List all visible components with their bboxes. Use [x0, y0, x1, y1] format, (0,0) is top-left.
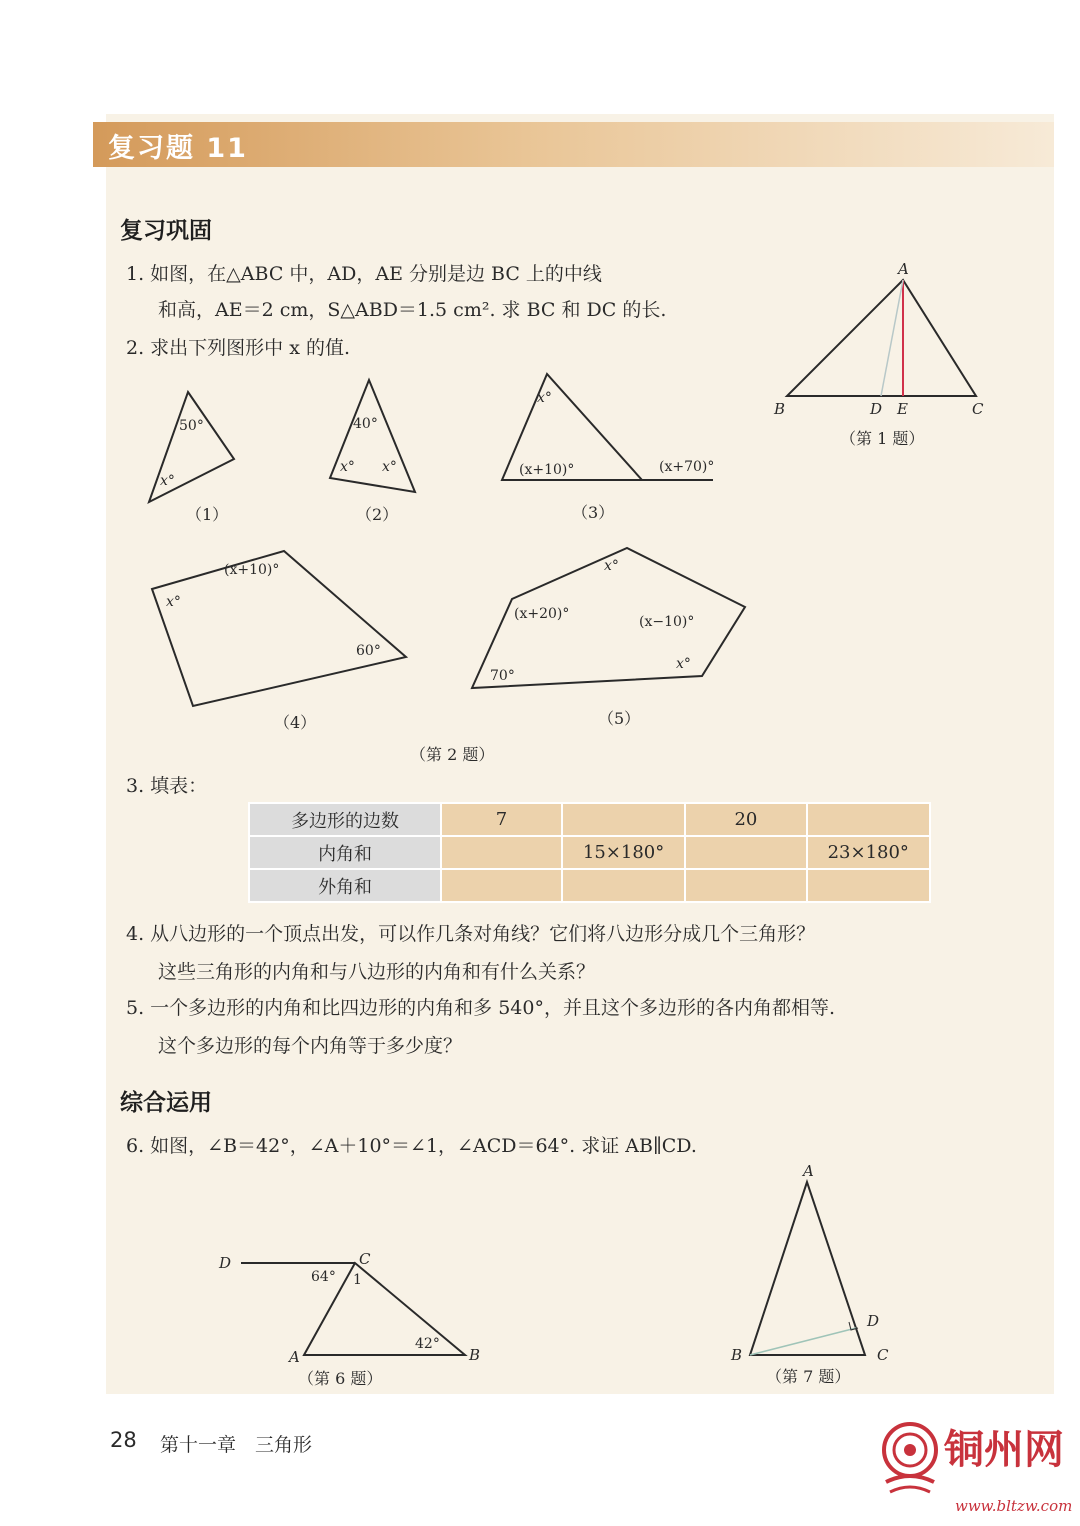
label-q6-1: 1 [353, 1272, 362, 1288]
label-q2-1: （1） [186, 505, 229, 524]
table-row-header: 外角和 [249, 869, 441, 902]
angle-q2-3-b: (x+10)° [519, 462, 575, 478]
angle-q2-3-c: (x+70)° [659, 459, 715, 475]
table-row-header: 多边形的边数 [249, 803, 441, 836]
section-heading-review: 复习巩固 [120, 218, 212, 244]
chapter-title: 第十一章 三角形 [160, 1434, 313, 1456]
question-4-line1: 4. 从八边形的一个顶点出发，可以作几条对角线？它们将八边形分成几个三角形？ [126, 923, 816, 945]
angle-q2-1-b: x° [160, 473, 175, 489]
table-cell[interactable] [441, 869, 562, 902]
table-row [249, 869, 930, 902]
page-title: 复习题 11 [108, 133, 248, 164]
table-cell[interactable]: 15×180° [562, 836, 685, 869]
angle-q2-5-c: (x−10)° [639, 614, 695, 630]
question-5-line2: 这个多边形的每个内角等于多少度？ [158, 1035, 463, 1057]
watermark-logo-icon [880, 1416, 940, 1496]
table-cell[interactable]: 20 [685, 803, 806, 836]
label-q6-42: 42° [415, 1336, 440, 1352]
caption-q6: （第 6 题） [298, 1369, 383, 1388]
caption-q7: （第 7 题） [766, 1367, 851, 1386]
label-q7-C: C [877, 1346, 889, 1364]
label-q2-3: （3） [572, 503, 615, 522]
table-cell[interactable] [807, 869, 931, 902]
angle-q2-4-b: (x+10)° [224, 562, 280, 578]
label-q7-A: A [803, 1162, 814, 1180]
label-q1-C: C [972, 400, 984, 418]
label-q1-D: D [870, 400, 883, 418]
angle-q2-1-a: 50° [179, 418, 204, 434]
question-2: 2. 求出下列图形中 x 的值. [126, 337, 351, 359]
table-cell[interactable]: 7 [441, 803, 562, 836]
figure-q2-5 [468, 544, 750, 692]
angle-q2-5-b: (x+20)° [514, 606, 570, 622]
figure-q2-2 [322, 376, 422, 496]
label-q1-B: B [774, 400, 786, 418]
question-1-line1: 1. 如图，在△ABC 中，AD，AE 分别是边 BC 上的中线 [126, 263, 602, 285]
figure-q6 [215, 1250, 495, 1370]
fill-in-table [248, 802, 931, 903]
label-q6-A: A [289, 1348, 300, 1366]
watermark-url: www.bltzw.com [955, 1497, 1073, 1515]
table-cell[interactable] [562, 803, 685, 836]
question-4-line2: 这些三角形的内角和与八边形的内角和有什么关系？ [158, 961, 596, 983]
label-q1-E: E [897, 400, 908, 418]
question-3: 3. 填表： [126, 775, 208, 797]
label-q6-64: 64° [311, 1269, 336, 1285]
page-number: 28 [110, 1428, 137, 1452]
table-cell[interactable] [685, 836, 806, 869]
table-cell[interactable] [807, 803, 931, 836]
table-cell[interactable]: 23×180° [807, 836, 931, 869]
label-q6-B: B [469, 1346, 481, 1364]
angle-q2-3-a: x° [537, 390, 552, 406]
label-q2-5: （5） [598, 709, 641, 728]
label-q6-D: D [219, 1254, 232, 1272]
angle-q2-2-c: x° [382, 459, 397, 475]
label-q2-2: （2） [356, 505, 399, 524]
question-5-line1: 5. 一个多边形的内角和比四边形的内角和多 540°，并且这个多边形的各内角都相等. [126, 997, 836, 1019]
angle-q2-4-c: 60° [356, 643, 381, 659]
question-6: 6. 如图，∠B＝42°，∠A＋10°＝∠1，∠ACD＝64°. 求证 AB∥CD. [126, 1135, 697, 1157]
figure-q2-4 [148, 544, 410, 710]
figure-q2-1 [140, 388, 250, 508]
label-q7-D: D [867, 1312, 880, 1330]
angle-q2-5-a: x° [604, 558, 619, 574]
table-row [249, 803, 930, 836]
figure-q2-3 [497, 368, 727, 484]
caption-q1: （第 1 题） [840, 429, 925, 448]
table-row-header: 内角和 [249, 836, 441, 869]
label-q1-A: A [898, 260, 909, 278]
watermark-text: 铜州网 [944, 1427, 1064, 1473]
table-cell[interactable] [562, 869, 685, 902]
angle-q2-2-a: 40° [353, 416, 378, 432]
angle-q2-4-a: x° [166, 594, 181, 610]
section-heading-comprehensive: 综合运用 [120, 1090, 212, 1116]
figure-q1-triangle [770, 258, 1010, 428]
table-row [249, 836, 930, 869]
label-q6-C: C [359, 1250, 371, 1268]
caption-q2: （第 2 题） [410, 745, 495, 764]
question-1-line2: 和高，AE＝2 cm，S△ABD＝1.5 cm². 求 BC 和 DC 的长. [158, 299, 667, 321]
table-cell[interactable] [441, 836, 562, 869]
label-q7-B: B [731, 1346, 743, 1364]
angle-q2-5-e: x° [676, 656, 691, 672]
label-q2-4: （4） [274, 713, 317, 732]
table-cell[interactable] [685, 869, 806, 902]
angle-q2-2-b: x° [340, 459, 355, 475]
figure-q7 [725, 1160, 905, 1370]
angle-q2-5-d: 70° [490, 668, 515, 684]
